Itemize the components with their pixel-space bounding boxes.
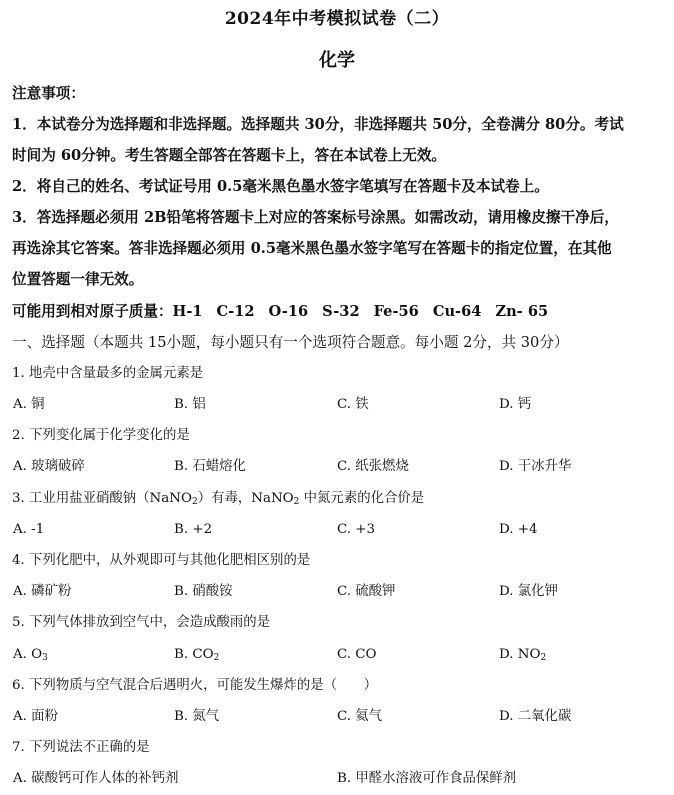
notice-line: 时间为 60分钟。考生答题全部答在答题卡上，答在本试卷上无效。	[12, 147, 447, 164]
subscript: 2	[293, 497, 300, 507]
option-a: A. 铜	[13, 397, 45, 412]
option-d: D. +4	[499, 522, 538, 537]
subscript: 2	[213, 653, 220, 663]
stem-text: 3. 工业用盐亚硝酸钠（NaNO	[12, 491, 192, 506]
question-stem	[12, 489, 664, 509]
option-a: A. 碳酸钙可作人体的补钙剂	[13, 771, 179, 786]
atomic-mass-item: S-32	[322, 303, 360, 320]
option-a: A. -1	[13, 522, 45, 537]
atomic-mass-item: Zn- 65	[495, 303, 549, 320]
option-d: D. 氯化钾	[499, 584, 558, 599]
option-b: B. +2	[174, 522, 213, 537]
question-stem: 5. 下列气体排放到空气中，会造成酸雨的是	[12, 615, 271, 630]
option-c	[337, 645, 377, 665]
atomic-mass-item: H-1	[172, 303, 203, 320]
option-c: C. 铁	[337, 397, 369, 412]
option-b: B. 甲醛水溶液可作食品保鲜剂	[337, 771, 517, 786]
option-text: A. O	[13, 647, 43, 662]
atomic-mass-item: C-12	[216, 303, 255, 320]
option-a: A. 磷矿粉	[13, 584, 72, 599]
option-a	[13, 645, 48, 665]
option-c: C. 纸张燃烧	[337, 459, 409, 474]
question-stem: 6. 下列物质与空气混合后遇明火，可能发生爆炸的是（ ）	[12, 678, 378, 693]
option-c: C. 氦气	[337, 709, 383, 724]
subscript: 2	[540, 653, 547, 663]
option-a: A. 面粉	[13, 709, 58, 724]
atomic-mass-line	[12, 302, 664, 322]
option-d: D. 钙	[499, 397, 532, 412]
atomic-mass-item: Fe-56	[373, 303, 419, 320]
stem-text: ）有毒，NaNO	[197, 491, 294, 506]
notice-line: 位置答题一律无效。	[12, 271, 144, 288]
notice-line: 3．答选择题必须用 2B铅笔将答题卡上对应的答案标号涂黑。如需改动，请用橡皮擦干净后，	[12, 209, 619, 226]
section-heading: 一、选择题（本题共 15小题，每小题只有一个选项符合题意。每小题 2分，共 30分）	[12, 334, 569, 351]
question-stem: 1. 地壳中含量最多的金属元素是	[12, 366, 204, 381]
subscript: 3	[42, 653, 48, 663]
stem-text: 中氮元素的化合价是	[299, 491, 425, 506]
notice-line: 2．将自己的姓名、考试证号用 0.5毫米黑色墨水签字笔填写在答题卡及本试卷上。	[12, 178, 549, 195]
atomic-mass-item: O-16	[268, 303, 309, 320]
option-d	[499, 645, 546, 665]
atomic-mass-label: 可能用到相对原子质量：	[12, 303, 173, 320]
notice-heading: 注意事项：	[12, 85, 85, 102]
question-stem: 2. 下列变化属于化学变化的是	[12, 428, 190, 443]
subscript: 2	[191, 497, 198, 507]
question-stem: 7. 下列说法不正确的是	[12, 740, 150, 755]
question-stem: 4. 下列化肥中，从外观即可与其他化肥相区别的是	[12, 553, 311, 568]
notice-line: 再选涂其它答案。答非选择题必须用 0.5毫米黑色墨水签字笔写在答题卡的指定位置，在其他	[12, 240, 612, 257]
option-d: D. 干冰升华	[499, 459, 572, 474]
option-b: B. 硝酸铵	[174, 584, 233, 599]
option-b	[174, 645, 219, 665]
option-d: D. 二氧化碳	[499, 709, 572, 724]
subject-title: 化学	[319, 50, 355, 71]
option-text: B. CO	[174, 647, 214, 662]
option-b: B. 石蜡熔化	[174, 459, 246, 474]
exam-title: 2024年中考模拟试卷（二）	[224, 9, 450, 29]
option-text: C. CO	[337, 647, 377, 662]
option-c: C. +3	[337, 522, 376, 537]
option-c: C. 硫酸钾	[337, 584, 396, 599]
option-text: D. NO	[499, 647, 541, 662]
atomic-mass-item: Cu-64	[432, 303, 482, 320]
option-b: B. 铝	[174, 397, 206, 412]
option-a: A. 玻璃破碎	[13, 459, 85, 474]
notice-line: 1．本试卷分为选择题和非选择题。选择题共 30分，非选择题共 50分，全卷满分 80分。考试	[12, 116, 624, 133]
option-b: B. 氮气	[174, 709, 220, 724]
